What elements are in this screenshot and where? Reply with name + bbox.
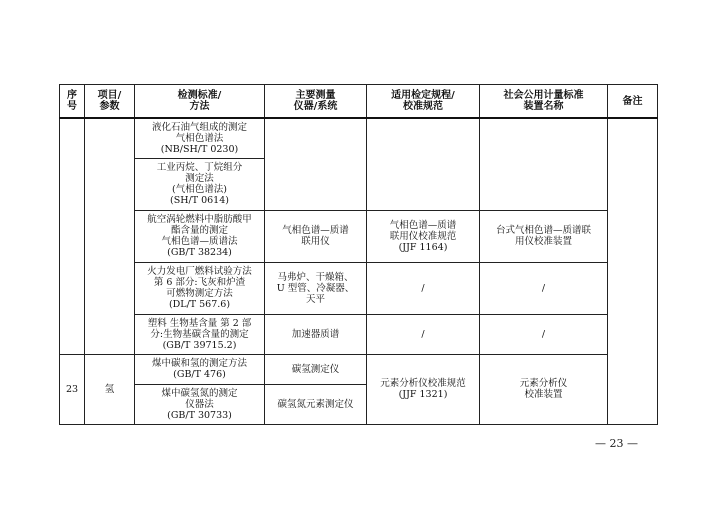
table-row (60, 210, 658, 262)
cell-method: 航空涡轮燃料中脂肪酸甲 酯含量的测定 气相色谱—质谱法 (GB/T 38234) (135, 210, 265, 262)
cell-method: 工业丙烷、丁烷组分 测定法 (气相色谱法) (SH/T 0614) (135, 158, 265, 210)
header-no: 序 号 (60, 85, 85, 119)
cell-facility: 元素分析仪 校准装置 (480, 354, 608, 424)
standards-table (59, 84, 658, 425)
cell-instrument (265, 118, 367, 210)
cell-instrument: 加速器质谱 (265, 314, 367, 354)
cell-facility (480, 118, 608, 210)
page-number: — 23 — (595, 437, 638, 450)
cell-item (85, 118, 135, 354)
cell-instrument: 气相色谱—质谱 联用仪 (265, 210, 367, 262)
cell-facility: / (480, 262, 608, 314)
header-item: 项目/ 参数 (85, 85, 135, 119)
header-regulation: 适用检定规程/ 校准规范 (367, 85, 480, 119)
header-remark: 备注 (608, 85, 658, 119)
cell-instrument: 碳氢测定仪 (265, 354, 367, 384)
cell-facility: / (480, 314, 608, 354)
cell-regulation: 元素分析仪校准规范 (JJF 1321) (367, 354, 480, 424)
cell-no: 23 (60, 354, 85, 424)
header-instrument: 主要测量 仪器/系统 (265, 85, 367, 119)
header-row (60, 85, 658, 119)
table-row (60, 262, 658, 314)
cell-method: 塑料 生物基含量 第 2 部 分:生物基碳含量的测定 (GB/T 39715.2) (135, 314, 265, 354)
cell-remark (608, 118, 658, 424)
cell-no (60, 118, 85, 354)
cell-regulation (367, 118, 480, 210)
cell-method: 煤中碳和氢的测定方法 (GB/T 476) (135, 354, 265, 384)
cell-method: 煤中碳氢氮的测定 仪器法 (GB/T 30733) (135, 384, 265, 424)
cell-regulation: 气相色谱—质谱 联用仪校准规范 (JJF 1164) (367, 210, 480, 262)
cell-facility: 台式气相色谱—质谱联 用仪校准装置 (480, 210, 608, 262)
cell-method: 火力发电厂燃料试验方法 第 6 部分:飞灰和炉渣 可燃物测定方法 (DL/T 567.6) (135, 262, 265, 314)
cell-regulation: / (367, 314, 480, 354)
table-row (60, 314, 658, 354)
table-row (60, 118, 658, 158)
cell-instrument: 马弗炉、干燥箱、 U 型管、冷凝器、 天平 (265, 262, 367, 314)
header-facility: 社会公用计量标准 装置名称 (480, 85, 608, 119)
cell-method: 液化石油气组成的测定 气相色谱法 (NB/SH/T 0230) (135, 118, 265, 158)
table-row (60, 354, 658, 384)
cell-item: 氢 (85, 354, 135, 424)
header-method: 检测标准/ 方法 (135, 85, 265, 119)
cell-regulation: / (367, 262, 480, 314)
cell-instrument: 碳氢氮元素测定仪 (265, 384, 367, 424)
